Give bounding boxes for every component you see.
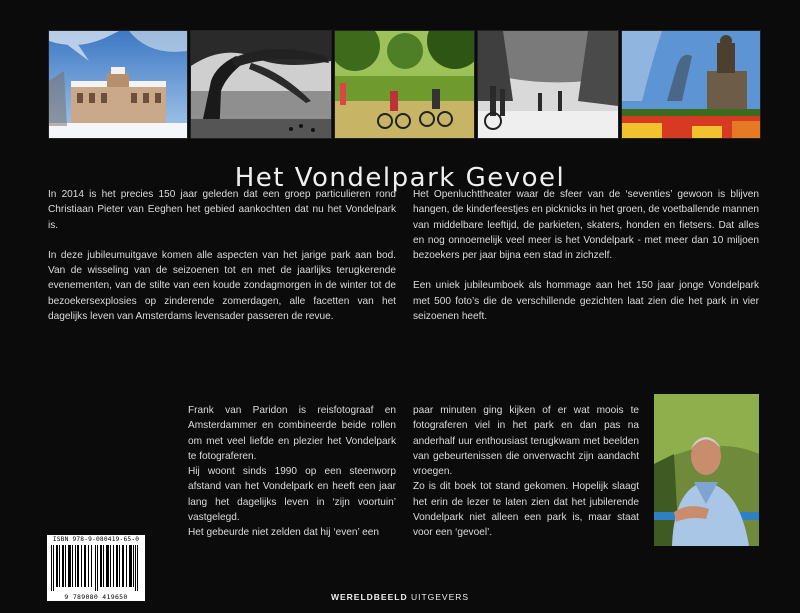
author-portrait — [654, 394, 759, 546]
author-bio-right — [413, 403, 639, 541]
intro-right-column — [413, 187, 759, 339]
publisher-name-regular: UITGEVERS — [407, 592, 470, 602]
intro-paragraph: Een uniek jubileumboek als hommage aan het 150 jaar jonge Vondelpark met 500 foto’s die de verschillende gezichten laat zien die het park in vier seizoenen heeft. — [413, 280, 759, 323]
publisher-name-bold: WERELDBEELD — [330, 592, 408, 602]
intro-left-column — [48, 187, 396, 339]
photo-black-white-tree-pond — [190, 30, 332, 139]
intro-paragraph: Het Openluchttheater waar de sfeer van de ‘seventies’ gewoon is blijven hangen, de kinderfeestjes en picknicks in het groen, de voetballende mannen van middelbare leeftijd, de parkieten, skaters, honden en fietsers. Dat alles en nog onnoemelijk veel meer is het Vondelpark - met meer dan 10 miljoen bezoekers per jaar bijna een stad in zichzelf. — [413, 189, 759, 262]
photo-snowy-pavilion — [48, 30, 188, 139]
bio-paragraph: Frank van Paridon is reisfotograaf en Amsterdammer en combineerde beide rollen om met veel liefde en plezier het Vondelpark te fotograferen. — [188, 405, 396, 462]
bio-paragraph: Hij woont sinds 1990 op een steenworp afstand van het Vondelpark en heeft een jaar lang het dagelijks leven in ‘zijn voortuin’ vastgelegd. — [188, 466, 396, 524]
photo-vondel-statue-tulips — [621, 30, 761, 139]
bio-paragraph: paar minuten ging kijken of er wat moois te fotograferen viel in het park en dan pas na anderhalf uur enthousiast terugkwam met beelden van gebeurtenissen die onverwacht zijn aandacht vroegen. — [413, 405, 639, 478]
author-bio-left — [188, 403, 396, 541]
bio-paragraph: Het gebeurde niet zelden dat hij ‘even’ een — [188, 527, 379, 539]
barcode-bars — [51, 545, 141, 591]
page-title: Het Vondelpark Gevoel — [234, 163, 566, 194]
intro-paragraph: In deze jubileumuitgave komen alle aspecten van het jarige park aan bod. Van de wisseling van de seizoenen tot en met de jaarlijks terugkerende evenementen, van de stilte van een koude zondagmorgen in de winter tot de bezoekersexplosies op zinderende zomerdagen, alle facetten van het dagelijks leven van Amsterdams levensader passeren de revue. — [48, 249, 396, 323]
barcode-number: 9 789080 419650 — [64, 593, 128, 601]
publisher-logo — [0, 592, 800, 602]
intro-paragraph: In 2014 is het precies 150 jaar geleden dat een groep particulieren rond Christiaan Pieter van Eeghen het gebied aankochten dat nu het Vondelpark is. — [48, 189, 396, 231]
isbn-label: ISBN 978-9-080419-65-0 — [52, 536, 140, 543]
bio-paragraph: Zo is dit boek tot stand gekomen. Hopelijk slaagt het erin de lezer te laten zien dat het jubilerende Vondelpark niet alleen een park is, maar staat voor een ‘gevoel’. — [413, 481, 639, 539]
photo-historic-park-walkers — [477, 30, 619, 139]
photo-cyclists-in-park — [334, 30, 475, 139]
